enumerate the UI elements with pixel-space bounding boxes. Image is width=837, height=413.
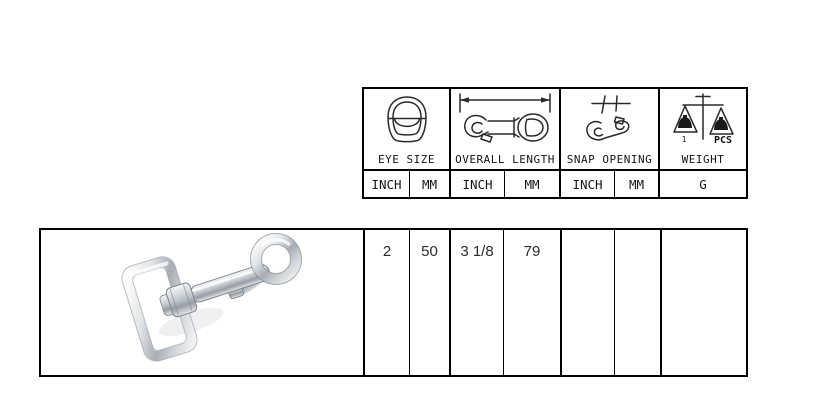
product-spec-table: [39, 228, 748, 377]
value-snap-opening-mm: [615, 230, 662, 375]
spec-header-table: [362, 87, 748, 199]
eye-size-label: EYE SIZE: [378, 153, 435, 166]
overall-length-inch-header: INCH: [462, 176, 493, 192]
snap-opening-icon-cell: [561, 89, 658, 171]
overall-length-unit-row: [451, 171, 559, 197]
value-overall-length-mm: 79: [504, 230, 562, 375]
weight-icon-pcs-label: PCS: [713, 135, 733, 146]
value-eye-size-mm: 50: [410, 230, 451, 375]
overall-length-label: OVERALL LENGTH: [455, 153, 555, 166]
weight-icon-unit-count: 1: [681, 135, 687, 144]
value-snap-opening-inch: [562, 230, 615, 375]
value-weight-g: [662, 230, 746, 375]
snap-opening-unit-row: [561, 171, 658, 197]
eye-size-unit-row: [364, 171, 449, 197]
swivel-bolt-snap-hook-photo: [41, 230, 363, 375]
eye-size-mm-header: MM: [409, 171, 449, 197]
weight-g-header: G: [699, 176, 707, 192]
eye-size-inch-header: INCH: [371, 176, 402, 192]
value-overall-length-inch: 3 1/8: [451, 230, 504, 375]
weight-icon-cell: [660, 89, 746, 171]
overall-length-mm-header: MM: [504, 171, 559, 197]
spec-group-snap-opening: [559, 89, 658, 197]
value-eye-size-inch: 2: [365, 230, 410, 375]
spec-group-overall-length: [449, 89, 559, 197]
overall-length-icon-cell: [451, 89, 559, 171]
eye-size-icon: [384, 94, 430, 148]
spec-group-eye-size: [364, 89, 449, 197]
overall-length-icon: [455, 91, 555, 151]
snap-opening-icon: [579, 92, 641, 150]
weight-unit-row: [660, 171, 746, 197]
spec-group-weight: [658, 89, 746, 197]
snap-opening-inch-header: INCH: [572, 176, 603, 192]
weight-label: WEIGHT: [681, 153, 725, 166]
weight-icon: [670, 92, 736, 150]
product-image-cell: [41, 230, 365, 375]
eye-size-icon-cell: [364, 89, 449, 171]
snap-opening-label: SNAP OPENING: [566, 153, 653, 166]
snap-opening-mm-header: MM: [614, 171, 658, 197]
